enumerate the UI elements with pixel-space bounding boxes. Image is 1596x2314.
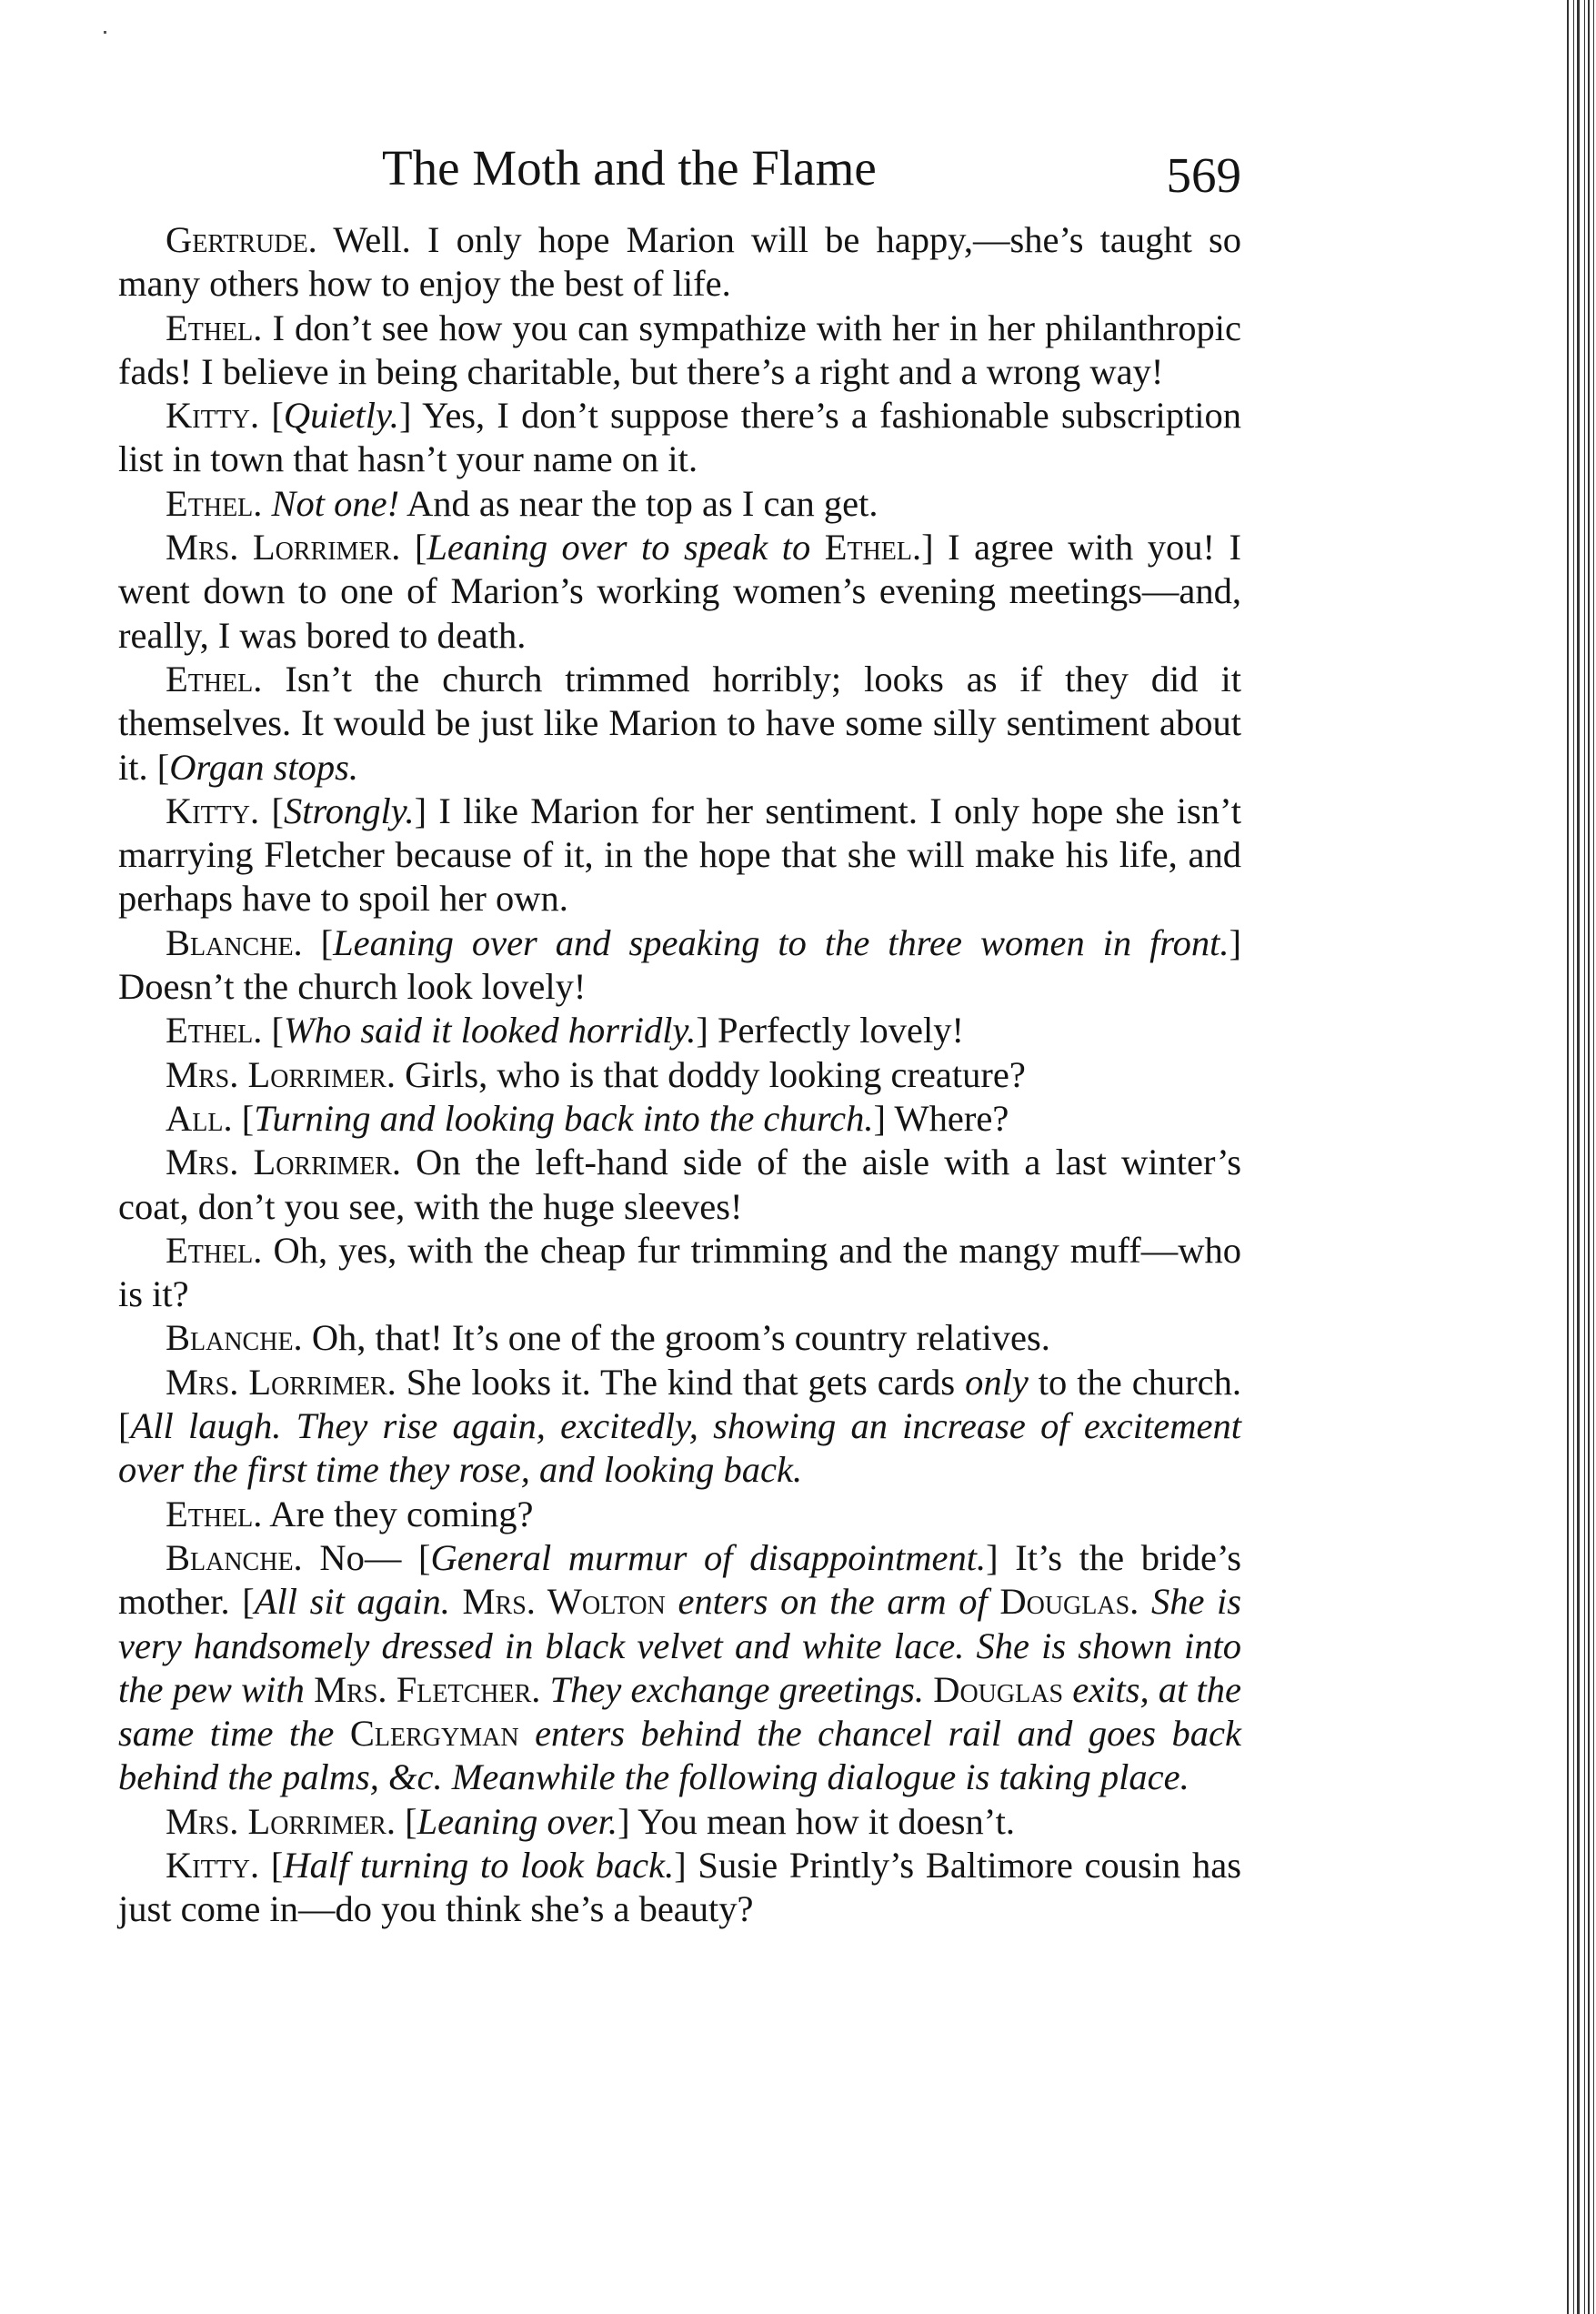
dialogue-text: And as near the top as I can get. (399, 482, 878, 524)
stage-direction: Half turning to look back. (283, 1844, 675, 1886)
dialogue-paragraph (118, 394, 1241, 482)
dialogue-text: ] Doesn’t the church look lovely! (118, 921, 1241, 1008)
stage-direction: She is very handsomely dressed in black velvet and white lace. She is shown into the pew with (118, 1581, 1242, 1710)
dialogue-text (1063, 1669, 1072, 1710)
dialogue-text: Girls, who is that doddy looking creature? (395, 1053, 1026, 1095)
speaker-name: Mrs. Lorrimer. (166, 527, 401, 568)
stage-direction: only (965, 1361, 1029, 1403)
dialogue-text: ] Perfectly lovely! (696, 1010, 965, 1051)
speaker-name: Ethel. (166, 658, 263, 699)
stage-direction: They exchange greetings. (549, 1668, 924, 1710)
dialogue-text: Oh, that! It’s one of the groom’s country relatives. (302, 1317, 1050, 1359)
dialogue-paragraph (118, 1316, 1241, 1360)
dialogue-paragraph (118, 482, 1241, 526)
page-number: 569 (1166, 147, 1241, 203)
speaker-name: Ethel. (166, 1493, 263, 1534)
dialogue-paragraph (118, 1053, 1241, 1097)
dialogue-text: [ (232, 1097, 255, 1139)
running-title: The Moth and the Flame (382, 140, 877, 196)
play-text (118, 218, 1241, 1932)
dialogue-paragraph (118, 307, 1241, 395)
dialogue-paragraph (118, 218, 1241, 307)
stage-direction: All sit again. (254, 1581, 450, 1623)
dialogue-text (666, 1581, 678, 1622)
stage-direction: Leaning over. (417, 1800, 618, 1842)
speaker-name: Kitty. (166, 1844, 260, 1886)
dialogue-text: [ (259, 395, 284, 437)
dialogue-paragraph (118, 1493, 1241, 1536)
dialogue-paragraph (118, 1361, 1241, 1493)
dialogue-text: ] Susie Printly’s Baltimore cousin has just come in—do you think she’s a beauty? (118, 1844, 1241, 1930)
stage-direction: enters behind the chancel rail and goes back behind the palms, &c. Meanwhile the following dialogue is taking place. (118, 1713, 1241, 1798)
speaker-name: Ethel. (166, 307, 263, 348)
speaker-name: Blanche. (166, 1317, 303, 1359)
speaker-name: All. (166, 1097, 233, 1139)
ink-speck (104, 31, 106, 34)
speaker-name: Gertrude. (166, 219, 317, 260)
speaker-name: Ethel. (166, 1010, 263, 1051)
dialogue-text: No— [ (302, 1536, 431, 1578)
stage-direction: Turning and looking back into the church. (254, 1097, 874, 1139)
dialogue-paragraph (118, 1009, 1241, 1052)
page-header (118, 136, 1241, 209)
dialogue-text (519, 1713, 535, 1754)
dialogue-text: I don’t see how you can sympathize with her in her philanthropic fads! I believe in being charitable, but there’s a right and a wrong way! (118, 307, 1241, 392)
speaker-name: Ethel. (166, 482, 263, 524)
dialogue-text: Are they coming? (262, 1493, 534, 1534)
speaker-name: Mrs. Fletcher. (314, 1668, 541, 1710)
dialogue-text: [ (262, 1010, 285, 1051)
dialogue-text (810, 527, 825, 568)
dialogue-paragraph (118, 1536, 1241, 1800)
dialogue-text: Well. I only hope Marion will be happy,—she’s taught so many others how to enjoy the best of life. (118, 219, 1241, 305)
speaker-name: Mrs. Lorrimer. (166, 1800, 396, 1842)
dialogue-text (305, 1669, 314, 1710)
speaker-name: Mrs. Lorrimer. (166, 1361, 396, 1403)
stage-direction: Who said it looked horridly. (284, 1010, 697, 1051)
dialogue-text: to the church. [ (118, 1361, 1242, 1447)
stage-direction: Not one! (271, 482, 400, 524)
dialogue-text: [ (259, 1844, 284, 1886)
dialogue-text (988, 1581, 1000, 1622)
stage-direction: Leaning over and speaking to the three women in front. (333, 921, 1230, 963)
dialogue-text: On the left-hand side of the aisle with a last winter’s coat, don’t you see, with the huge sleeves! (118, 1142, 1241, 1227)
dialogue-text: ] You mean how it doesn’t. (617, 1800, 1015, 1842)
speaker-name: Ethel. (824, 527, 922, 568)
stage-direction: All laugh. They rise again, excitedly, showing an increase of excitement over the first time they rose, and looking back. (118, 1405, 1241, 1491)
dialogue-text: ] I agree with you! I went down to one of Marion’s working women’s evening meetings—and, really, I was bored to death. (118, 527, 1241, 656)
dialogue-text (924, 1669, 933, 1710)
dialogue-paragraph (118, 921, 1241, 1010)
dialogue-paragraph (118, 790, 1241, 921)
dialogue-text: Isn’t the church trimmed horribly; looks as if they did it themselves. It would be just like Marion to have some silly sentiment about it. [ (118, 658, 1241, 788)
dialogue-paragraph (118, 1229, 1241, 1317)
dialogue-text: [ (395, 1800, 417, 1842)
speaker-name: Douglas (933, 1668, 1064, 1710)
stage-direction: General murmur of disappointment. (430, 1536, 987, 1578)
dialogue-paragraph (118, 526, 1241, 658)
dialogue-text (540, 1669, 549, 1710)
dialogue-paragraph (118, 1141, 1241, 1229)
speaker-name: Kitty. (166, 395, 260, 437)
dialogue-paragraph (118, 1844, 1241, 1932)
dialogue-text (450, 1581, 463, 1622)
dialogue-text (262, 483, 271, 524)
speaker-name: Mrs. Lorrimer. (166, 1142, 401, 1183)
stage-direction: enters on the arm of (678, 1581, 988, 1623)
dialogue-text: Oh, yes, with the cheap fur trimming and the mangy muff—who is it? (118, 1229, 1241, 1315)
dialogue-text: ] I like Marion for her sentiment. I only hope she isn’t marrying Fletcher because of it, in the hope that she will make his life, and perhaps have to spoil her own. (118, 790, 1241, 920)
speaker-name: Douglas. (999, 1581, 1139, 1623)
dialogue-paragraph (118, 658, 1241, 790)
dialogue-text: ] It’s the bride’s mother. [ (118, 1536, 1241, 1623)
dialogue-text: [ (259, 790, 284, 831)
dialogue-text: [ (400, 527, 427, 568)
dialogue-text: ] Yes, I don’t suppose there’s a fashionable subscription list in town that hasn’t your name on it. (118, 395, 1241, 480)
speaker-name: Mrs. Wolton (462, 1581, 666, 1623)
dialogue-text: [ (302, 921, 334, 963)
speaker-name: Kitty. (166, 790, 260, 831)
page-edge-shadow (1560, 0, 1596, 2314)
stage-direction: Quietly. (283, 395, 399, 437)
stage-direction: exits, at the same time the (118, 1668, 1241, 1755)
speaker-name: Clergyman (349, 1713, 519, 1755)
dialogue-paragraph (118, 1800, 1241, 1844)
dialogue-text: ] Where? (873, 1097, 1009, 1139)
dialogue-text: She looks it. The kind that gets cards (396, 1361, 966, 1403)
speaker-name: Mrs. Lorrimer. (166, 1053, 396, 1095)
dialogue-text (334, 1713, 349, 1754)
speaker-name: Ethel. (166, 1229, 263, 1271)
speaker-name: Blanche. (166, 1536, 303, 1578)
dialogue-paragraph (118, 1097, 1241, 1141)
stage-direction: Organ stops. (169, 746, 359, 788)
stage-direction: Leaning over to speak to (427, 527, 811, 568)
speaker-name: Blanche. (166, 921, 303, 963)
dialogue-text (1139, 1581, 1151, 1622)
stage-direction: Strongly. (283, 790, 415, 831)
